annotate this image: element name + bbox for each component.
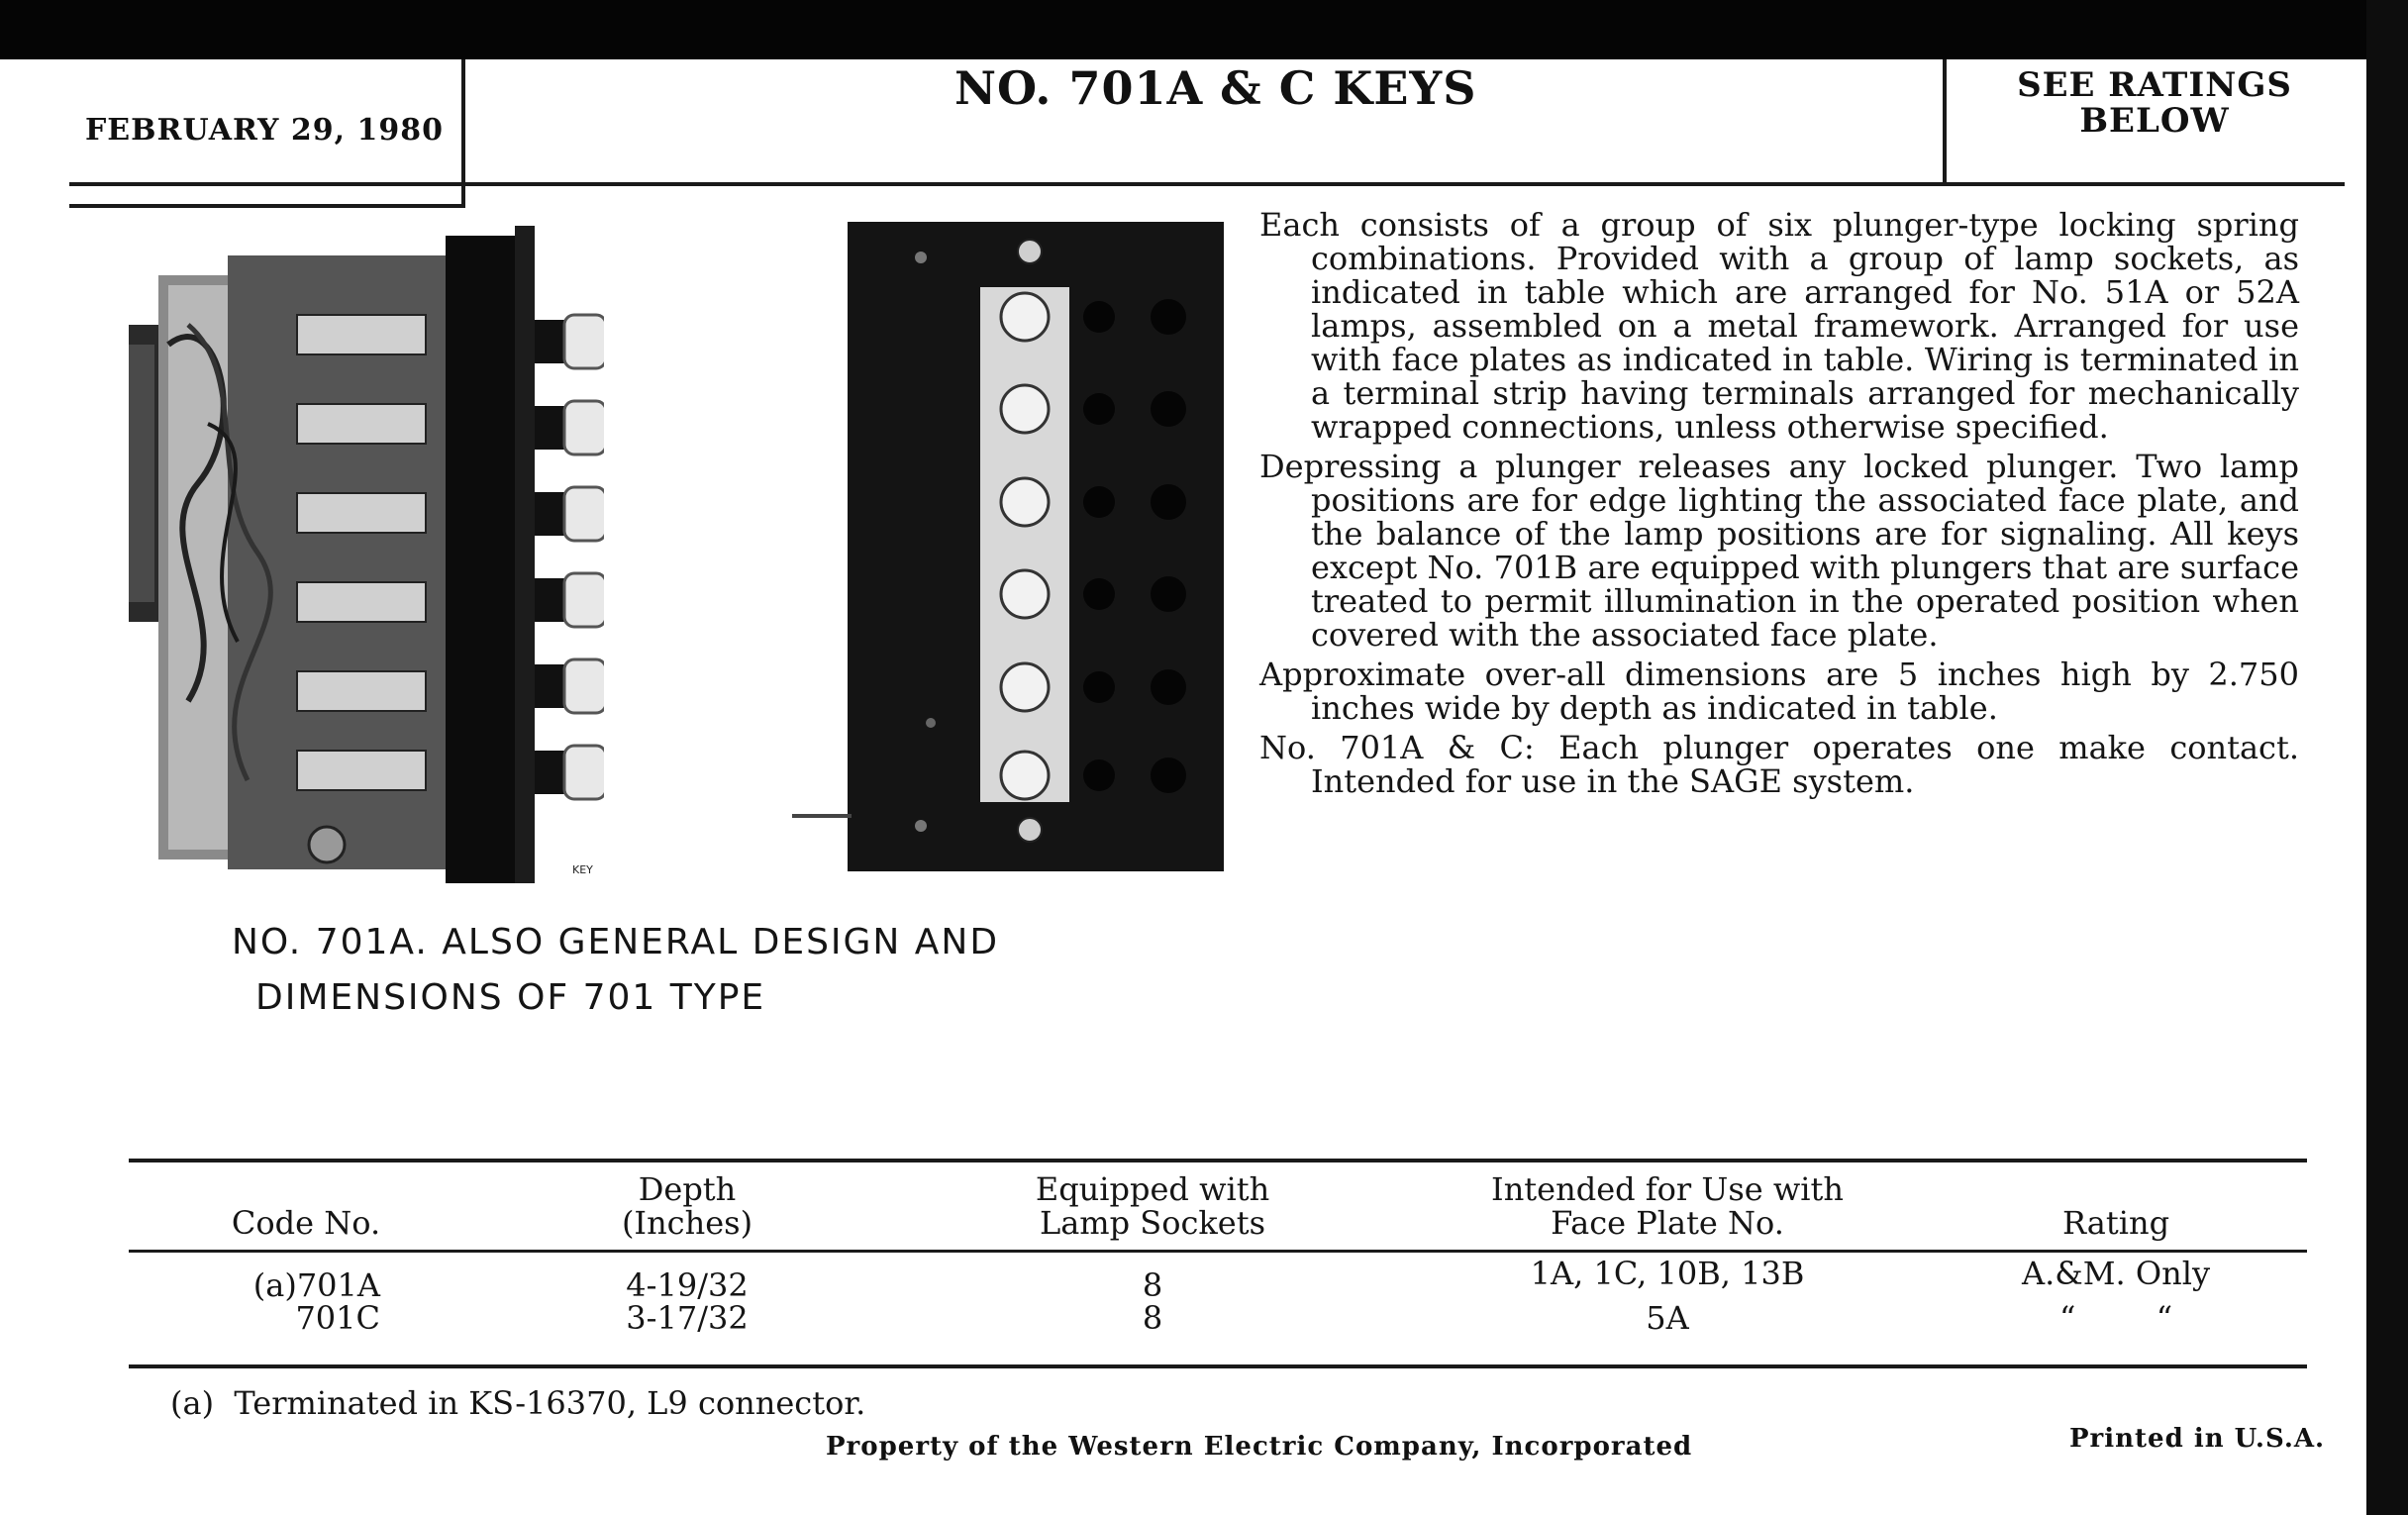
cell-code: 701C <box>295 1299 380 1337</box>
header-rating: Rating <box>2061 1204 2170 1242</box>
description-paragraph: Approximate over-all dimensions are 5 inches high by 2.750 inches wide by depth as indicated in table. <box>1259 656 2299 727</box>
header-sockets-line-1: Equipped with <box>1035 1170 1270 1208</box>
caption-line-1: NO. 701A. ALSO GENERAL DESIGN AND <box>232 922 1000 962</box>
page-title: NO. 701A & C KEYS <box>954 61 1477 115</box>
scan-right-border <box>2366 0 2408 1515</box>
header-code: Code No. <box>231 1204 381 1242</box>
description-paragraph: Depressing a plunger releases any locked plunger. Two lamp positions are for edge lighting the associated face plate, and the balance of the lamp positions are for signaling. All keys except No. 701B are equipped with plungers that are surface treated to permit illumination in the operated position when covered with the associated face plate. <box>1259 448 2299 654</box>
header-depth-line-1: Depth <box>638 1170 737 1208</box>
figure-caption <box>232 915 999 1026</box>
key-side-view-photo <box>129 226 604 883</box>
header-plate-line-1: Intended for Use with <box>1491 1170 1844 1208</box>
table-top-rule <box>129 1159 2307 1162</box>
description-paragraph: Each consists of a group of six plunger-type locking spring combinations. Provided with a group of lamp sockets, as indicated in table which are arranged for No. 51A or 52A lamps, assembled on a metal framework. Arranged for use with face plates as indicated in table. Wiring is terminated in a terminal strip having terminals arranged for mechanically wrapped connections, unless otherwise specified. <box>1259 206 2299 446</box>
ratings-note <box>1956 67 2353 139</box>
header-face-plate <box>1410 1166 1925 1248</box>
table-row <box>133 1248 2307 1302</box>
table-bottom-rule <box>129 1364 2307 1368</box>
header-rule <box>69 182 2345 186</box>
property-notice: Property of the Western Electric Company, Incorporated <box>826 1432 1693 1462</box>
cell-face-plate: 1A, 1C, 10B, 13B <box>1530 1255 1805 1292</box>
header-depth-line-2: (Inches) <box>621 1204 753 1242</box>
header-divider-right <box>1943 59 1947 184</box>
key-front-view-photo <box>792 218 1228 875</box>
ratings-line-1: SEE RATINGS <box>2017 65 2292 105</box>
caption-line-2: DIMENSIONS OF 701 TYPE <box>255 977 766 1018</box>
header-depth <box>479 1166 895 1248</box>
ratings-line-2: BELOW <box>2079 101 2230 141</box>
cell-depth: 4-19/32 <box>626 1266 749 1304</box>
table-header-row <box>133 1166 2307 1248</box>
ratings-table <box>133 1166 2307 1335</box>
scan-top-border <box>0 0 2408 59</box>
cell-sockets: 8 <box>1142 1266 1163 1304</box>
cell-face-plate: 5A <box>1646 1299 1689 1337</box>
key-label: KEY <box>572 863 593 876</box>
cell-depth: 3-17/32 <box>626 1299 749 1337</box>
header-plate-line-2: Face Plate No. <box>1551 1204 1784 1242</box>
description-paragraph: No. 701A & C: Each plunger operates one make contact. Intended for use in the SAGE system. <box>1259 729 2299 800</box>
cell-rating: “ “ <box>2058 1299 2173 1337</box>
description <box>1259 208 2299 804</box>
header-rule-short <box>69 204 465 208</box>
printed-in: Printed in U.S.A. <box>2069 1424 2326 1454</box>
cell-rating: A.&M. Only <box>2021 1255 2211 1292</box>
footnote: (a) Terminated in KS-16370, L9 connector. <box>170 1384 866 1422</box>
table-row <box>133 1302 2307 1335</box>
header-sockets <box>895 1166 1410 1248</box>
date: FEBRUARY 29, 1980 <box>85 113 444 148</box>
cell-code: (a)701A <box>252 1266 380 1304</box>
header-sockets-line-2: Lamp Sockets <box>1039 1204 1266 1242</box>
cell-sockets: 8 <box>1142 1299 1163 1337</box>
